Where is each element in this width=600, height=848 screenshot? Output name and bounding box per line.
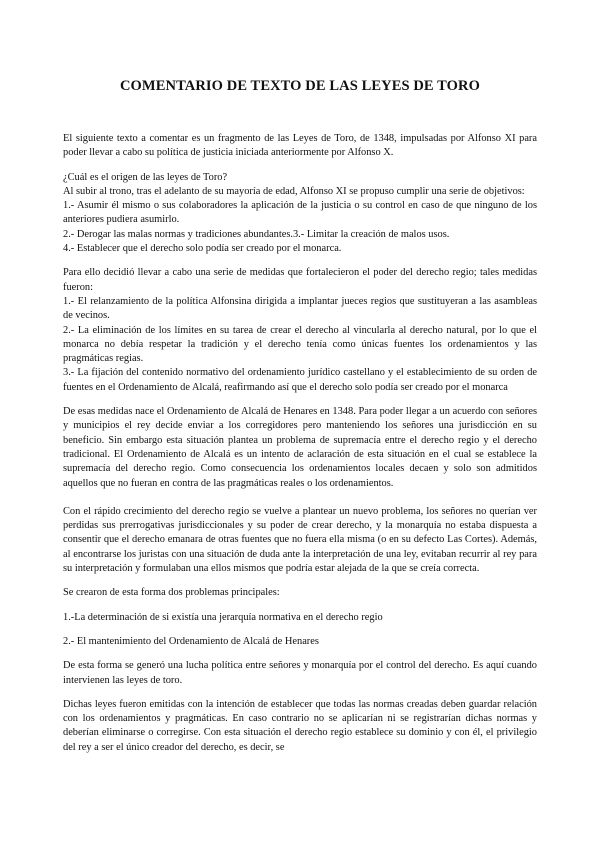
paragraph-line: ¿Cuál es el origen de las leyes de Toro? bbox=[63, 171, 228, 183]
document-title: COMENTARIO DE TEXTO DE LAS LEYES DE TORO bbox=[119, 78, 480, 94]
paragraph-line: Dichas leyes fueron emitidas con la intención de establecer que todas las normas creadas deben guardar relación con los ordenamientos y pragmáticas. En caso contrario no se aplicarían ni se registrarían dichas normas y deberían eliminarse o corregirse. Con esta situación el derecho regio establece su dominio y con él, el privilegio del rey a ser el único creador del derecho, es decir, se bbox=[63, 698, 537, 753]
paragraph-line: 1.-La determinación de si existía una jerarquía normativa en el derecho regio bbox=[63, 611, 383, 623]
document-body bbox=[63, 132, 537, 755]
paragraph-line: 4.- Establecer que el derecho solo podía ser creado por el monarca. bbox=[63, 243, 342, 255]
paragraph-line: Al subir al trono, tras el adelanto de su mayoría de edad, Alfonso XI se propuso cumplir una serie de objetivos: bbox=[63, 185, 525, 197]
paragraph-line: 2.- La eliminación de los límites en su tarea de crear el derecho al vincularla al derecho natural, por lo que el monarca no debía respetar la tradición y el derecho tenía como únicas fuentes los ordenamientos y las pragmáticas regias. bbox=[63, 324, 537, 365]
paragraph-line: El siguiente texto a comentar es un fragmento de las Leyes de Toro, de 1348, impulsadas por Alfonso XI para poder llevar a cabo su política de justicia iniciada anteriormente por Alfonso X. bbox=[63, 133, 537, 159]
paragraph-line: 3.- La fijación del contenido normativo del ordenamiento jurídico castellano y el establecimiento de su orden de fuentes en el Ordenamiento de Alcalá, reafirmando así que el derecho solo podía ser creado por el monarca bbox=[63, 367, 537, 393]
paragraph-line: 2.- El mantenimiento del Ordenamiento de Alcalá de Henares bbox=[63, 635, 319, 647]
paragraph-line: 1.- Asumir él mismo o sus colaboradores la aplicación de la justicia o su control en caso de que ninguno de los anteriores pudiera asumirlo. bbox=[63, 200, 537, 226]
paragraph-line: 1.- El relanzamiento de la política Alfonsina dirigida a implantar jueces regios que sustituyeran a las asambleas de vecinos. bbox=[63, 295, 537, 322]
paragraph-line: De esas medidas nace el Ordenamiento de Alcalá de Henares en 1348. Para poder llegar a un acuerdo con señores y municipios el rey decide enviar a los corregidores pero manteniendo los señores una jurisdicción en su beneficio. Sin embargo esta situación plantea un problema de supremacía entre el derecho regio y el derecho tradicional. El Ordenamiento de Alcalá es un intento de aclaración de esta situación en el cual se establece la supremacía del derecho regio. Como consecuencia los ordenamientos locales decaen y solo son admitidos aquellos que no fueran en contra de las pragmáticas reales o los ordenamientos. bbox=[63, 406, 537, 489]
paragraph-line: De esta forma se generó una lucha política entre señores y monarquía por el control del derecho. Es aquí cuando intervienen las leyes de toro. bbox=[63, 660, 537, 686]
paragraph-line: 2.- Derogar las malas normas y tradiciones abundantes.3.- Limitar la creación de malos usos. bbox=[63, 228, 450, 240]
paragraph-line: Con el rápido crecimiento del derecho regio se vuelve a plantear un nuevo problema, los señores no querían ver perdidas sus prerrogativas jurisdiccionales y su poder de crear derecho, y la monarquía no estaba dispuesta a consentir que el derecho emanara de otras fuentes que no fuera ella misma (o en su defecto Las Cortes). Además, al encontrarse los juristas con una situación de duda ante la interpretación de una ley, evitaban recurrir al rey para su interpretación y formulaban una ellos mismos que podría estar alejada de la que se creía correcta. bbox=[63, 505, 537, 575]
paragraph-line: Se crearon de esta forma dos problemas principales: bbox=[63, 587, 280, 599]
paragraph-line: Para ello decidió llevar a cabo una serie de medidas que fortalecieron el poder del derecho regio; tales medidas fueron: bbox=[63, 267, 537, 293]
